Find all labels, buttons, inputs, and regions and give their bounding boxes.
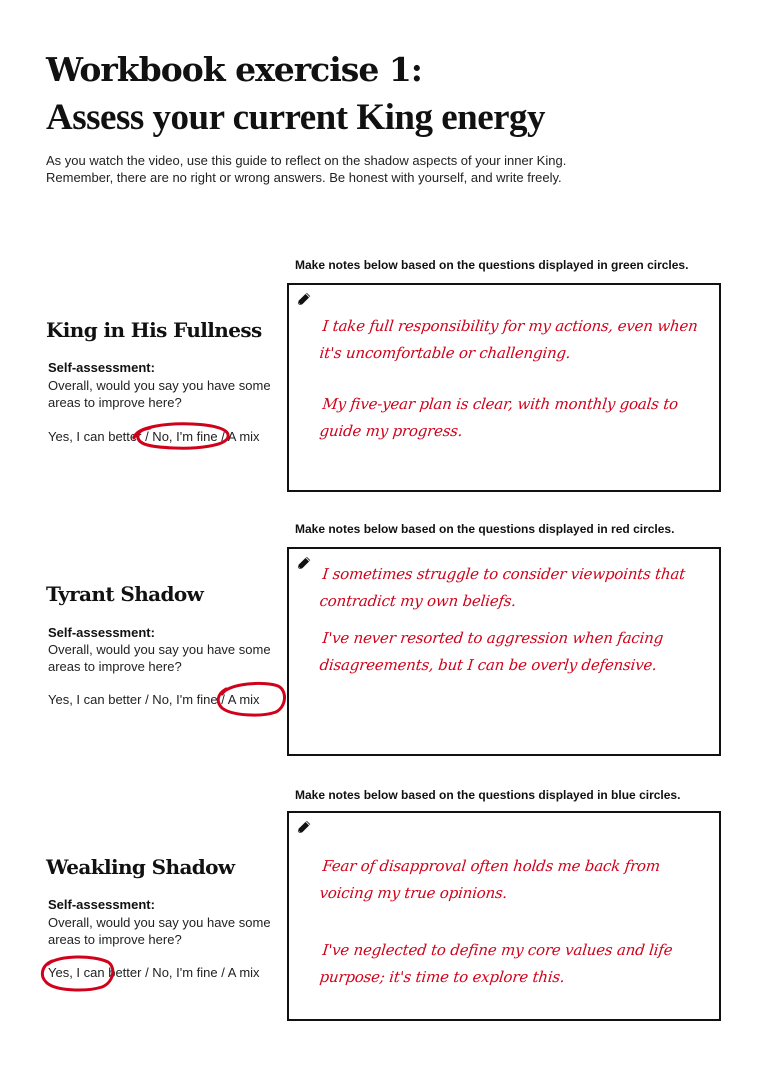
section-3-sa-label: Self-assessment:	[48, 897, 155, 912]
section-1-note-2: My five-year plan is clear, with monthly goals to guide my progress.	[318, 395, 679, 440]
section-1-title: King in His Fullness	[46, 318, 262, 342]
section-2-instructions: Make notes below based on the questions displayed in red circles.	[295, 522, 675, 536]
section-1-sa-question: Overall, would you say you have some areas to improve here?	[48, 378, 271, 410]
pencil-icon	[295, 554, 313, 572]
section-2-title: Tyrant Shadow	[46, 582, 204, 606]
section-3-instructions: Make notes below based on the questions displayed in blue circles.	[295, 788, 681, 802]
section-2-sa-question: Overall, would you say you have some areas to improve here?	[48, 642, 271, 674]
section-3-sa-question: Overall, would you say you have some areas to improve here?	[48, 915, 271, 947]
intro-line-2: Remember, there are no right or wrong answers. Be honest with yourself, and write freely.	[46, 170, 562, 185]
section-1-note-box[interactable]	[287, 283, 721, 492]
section-2-note-2: I've never resorted to aggression when facing disagreements, but I can be overly defensive.	[318, 629, 665, 674]
section-2-note-box[interactable]	[287, 547, 721, 756]
section-3-note-2: I've neglected to define my core values and life purpose; it's time to explore this.	[318, 941, 674, 986]
section-2-sa-label: Self-assessment:	[48, 625, 155, 640]
intro-line-1: As you watch the video, use this guide to reflect on the shadow aspects of your inner King.	[46, 153, 567, 168]
section-2-note-1: I sometimes struggle to consider viewpoints that contradict my own beliefs.	[318, 565, 687, 610]
section-1-instructions: Make notes below based on the questions displayed in green circles.	[295, 258, 689, 272]
page-subtitle: Assess your current King energy	[46, 97, 546, 138]
pencil-icon	[295, 290, 313, 308]
section-3-note-1: Fear of disapproval often holds me back from voicing my true opinions.	[318, 857, 661, 902]
section-1-sa-options: Yes, I can better / No, I'm fine / A mix	[48, 429, 260, 444]
section-3-note-box[interactable]	[287, 811, 721, 1021]
section-3-title: Weakling Shadow	[46, 855, 235, 879]
page-title: Workbook exercise 1:	[46, 50, 422, 89]
section-3-sa-options: Yes, I can better / No, I'm fine / A mix	[48, 965, 260, 980]
section-1-note-1: I take full responsibility for my actions, even when it's uncomfortable or challenging.	[318, 317, 699, 362]
pencil-icon	[295, 818, 313, 836]
section-2-sa-options: Yes, I can better / No, I'm fine / A mix	[48, 692, 260, 707]
section-1-sa-label: Self-assessment:	[48, 360, 155, 375]
